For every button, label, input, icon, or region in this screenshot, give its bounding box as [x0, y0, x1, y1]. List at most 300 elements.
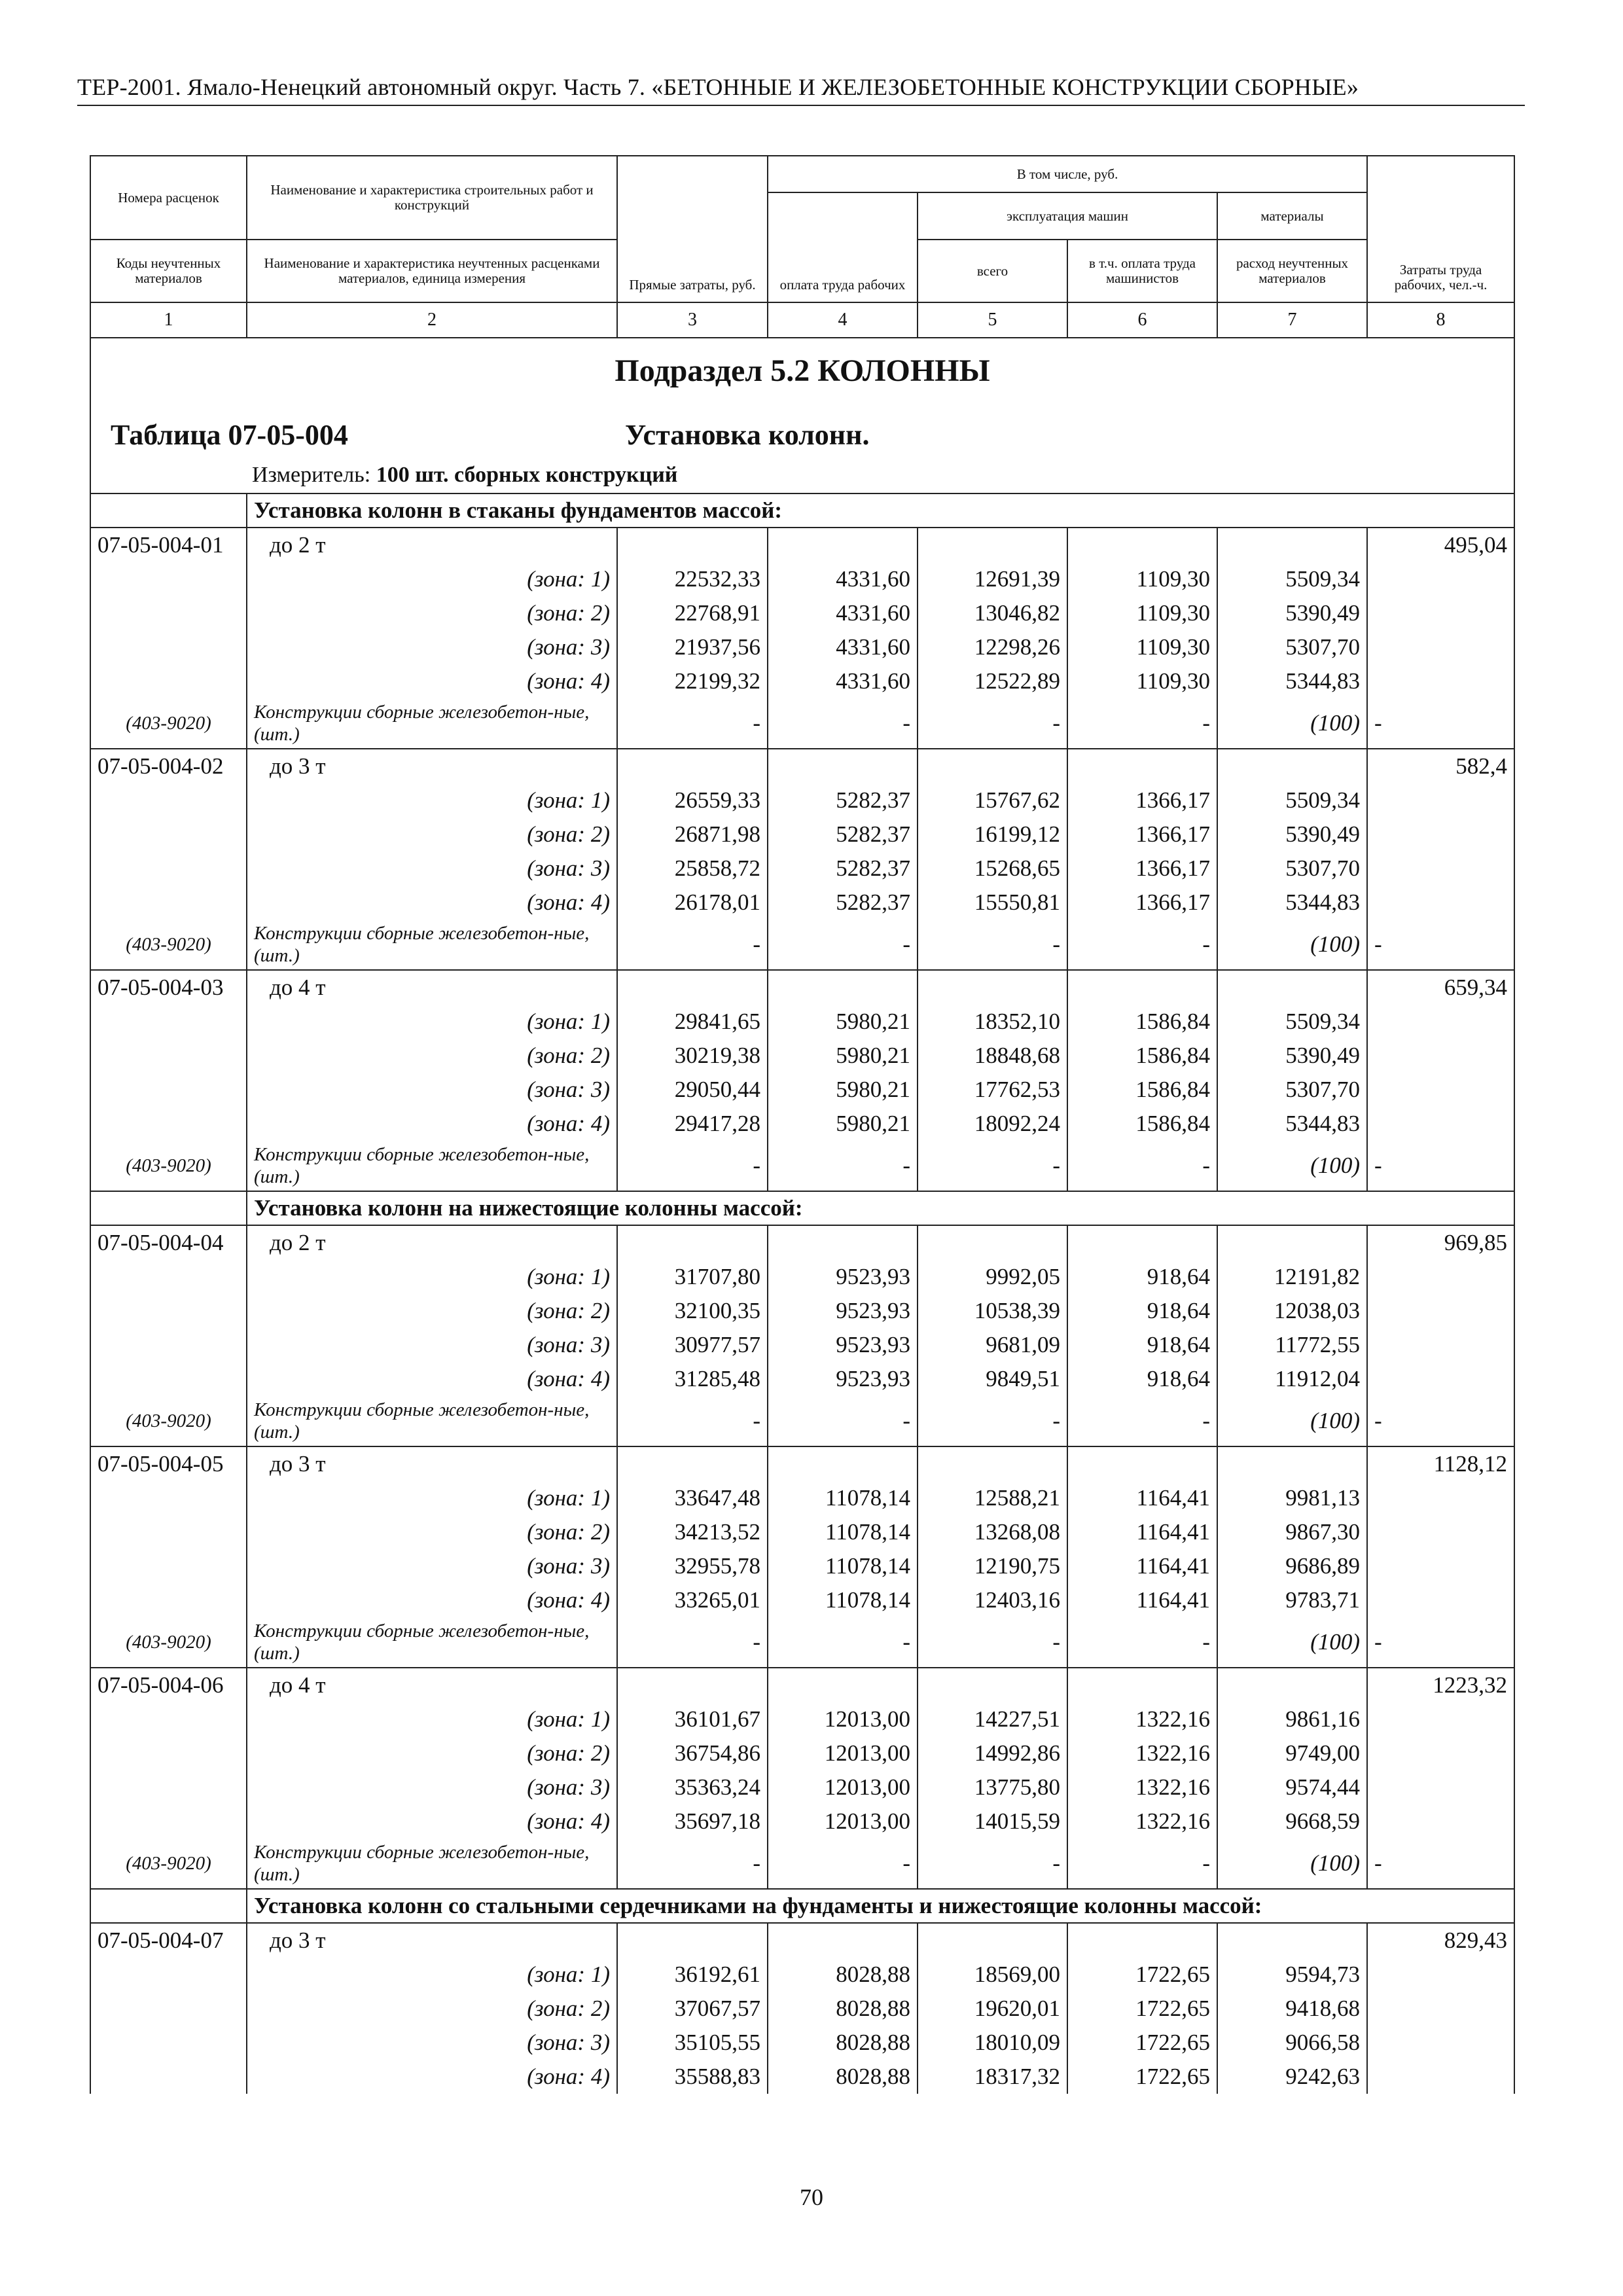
material-dash: - — [1052, 1408, 1060, 1433]
rate-cell-col1 — [90, 1225, 247, 1446]
blank-line — [775, 1226, 910, 1260]
material-cost: 5344,83 — [1285, 668, 1361, 694]
machine-cost: 18317,32 — [974, 2064, 1060, 2089]
worker-wage: 11078,14 — [825, 1519, 910, 1545]
direct-cost: 26559,33 — [674, 787, 760, 813]
machine-cost: 16199,12 — [974, 821, 1060, 847]
operator-wage: 918,64 — [1147, 1298, 1210, 1323]
rate-cell-col4 — [768, 1923, 918, 2094]
operator-wage: 1586,84 — [1135, 1077, 1210, 1102]
material-dash: - — [1052, 1629, 1060, 1655]
direct-cost: 35363,24 — [674, 1774, 760, 1800]
worker-wage: 12013,00 — [824, 1774, 910, 1800]
material-dash: - — [1202, 1850, 1210, 1876]
zone-label: (зона: 1) — [527, 787, 610, 813]
direct-cost: 30219,38 — [674, 1043, 760, 1068]
machine-cost: 12691,39 — [974, 566, 1060, 592]
rate-name: до 4 т — [270, 975, 326, 1000]
rate-cell-col1 — [90, 970, 247, 1191]
rate-code: 07-05-004-03 — [98, 975, 224, 1000]
rate-cell-col2 — [247, 528, 617, 749]
material-code: (403-9020) — [126, 1410, 211, 1431]
header-col2-top: Наименование и характеристика строительных работ и конструкций — [247, 156, 617, 240]
blank-line — [1224, 528, 1360, 562]
worker-wage: 11078,14 — [825, 1553, 910, 1579]
blank-line — [775, 528, 910, 562]
direct-cost: 22199,32 — [674, 668, 760, 694]
machine-cost: 15550,81 — [974, 889, 1060, 915]
material-dash: - — [1202, 1153, 1210, 1178]
blank-line — [98, 2026, 240, 2060]
zone-label: (зона: 3) — [527, 1774, 610, 1800]
rate-cell-col6 — [1067, 749, 1217, 970]
operator-wage: 1722,65 — [1135, 1996, 1210, 2021]
blank-line — [98, 886, 240, 920]
material-dash: - — [753, 1408, 760, 1433]
operator-wage: 1366,17 — [1135, 889, 1210, 915]
table-code: Таблица 07-05-004 — [111, 419, 348, 451]
material-cost: 9783,71 — [1285, 1587, 1361, 1613]
rate-cell-col4 — [768, 970, 918, 1191]
operator-wage: 918,64 — [1147, 1366, 1210, 1391]
operator-wage: 1322,16 — [1135, 1774, 1210, 1800]
header-col3: Прямые затраты, руб. — [617, 156, 768, 302]
blank-line — [1374, 817, 1507, 852]
rate-cell-col7 — [1217, 749, 1367, 970]
operator-wage: 1586,84 — [1135, 1043, 1210, 1068]
blank-line — [1374, 1804, 1507, 1839]
blank-line — [98, 1260, 240, 1294]
direct-cost: 35588,83 — [674, 2064, 760, 2089]
operator-wage: 1722,65 — [1135, 2064, 1210, 2089]
rate-row — [90, 749, 1514, 970]
blank-line — [1374, 1515, 1507, 1549]
machine-cost: 17762,53 — [974, 1077, 1060, 1102]
column-number: 7 — [1217, 302, 1367, 338]
worker-wage: 12013,00 — [824, 1706, 910, 1732]
rate-cell-col2 — [247, 1446, 617, 1668]
header-col8: Затраты труда рабочих, чел.-ч. — [1367, 156, 1514, 302]
blank-line — [775, 1447, 910, 1481]
blank-line — [98, 1481, 240, 1515]
material-cost: 11912,04 — [1275, 1366, 1361, 1391]
worker-wage: 8028,88 — [836, 1962, 910, 1987]
machine-cost: 14227,51 — [974, 1706, 1060, 1732]
rate-code: 07-05-004-01 — [98, 532, 224, 558]
rate-code: 07-05-004-04 — [98, 1230, 224, 1255]
rate-cell-col5 — [918, 1446, 1067, 1668]
blank-line — [775, 749, 910, 783]
blank-line — [1374, 783, 1507, 817]
machine-cost: 12403,16 — [974, 1587, 1060, 1613]
direct-cost: 36192,61 — [674, 1962, 760, 1987]
zone-label: (зона: 1) — [527, 1485, 610, 1511]
machine-cost: 14992,86 — [974, 1740, 1060, 1766]
rate-cell-col3 — [617, 1225, 768, 1446]
material-cost: 9981,13 — [1285, 1485, 1361, 1511]
material-dash: - — [753, 1850, 760, 1876]
blank-line — [98, 817, 240, 852]
material-code: (403-9020) — [126, 1853, 211, 1874]
blank-line — [1374, 852, 1507, 886]
rate-cell-col1 — [90, 1668, 247, 1889]
rate-cell-col7 — [1217, 528, 1367, 749]
blank-line — [624, 1447, 760, 1481]
blank-line — [1224, 971, 1360, 1005]
material-name: Конструкции сборные железобетон-ные, (шт.) — [254, 1621, 590, 1664]
blank-line — [1374, 596, 1507, 630]
zone-label: (зона: 1) — [527, 1264, 610, 1289]
worker-wage: 5980,21 — [836, 1043, 910, 1068]
worker-wage: 5282,37 — [836, 855, 910, 881]
worker-wage: 9523,93 — [836, 1332, 910, 1357]
blank-line — [1374, 1005, 1507, 1039]
rate-cell-col3 — [617, 1446, 768, 1668]
material-cost: 5344,83 — [1285, 1111, 1361, 1136]
blank-line — [98, 1362, 240, 1396]
material-dash: - — [1374, 1408, 1382, 1433]
material-code: (403-9020) — [126, 1632, 211, 1653]
direct-cost: 31285,48 — [674, 1366, 760, 1391]
blank-line — [98, 1328, 240, 1362]
material-quantity: (100) — [1310, 1629, 1361, 1655]
operator-wage: 918,64 — [1147, 1264, 1210, 1289]
material-cost: 5307,70 — [1285, 1077, 1361, 1102]
direct-cost: 34213,52 — [674, 1519, 760, 1545]
section-title-block — [90, 338, 1514, 493]
rate-cell-col4 — [768, 1668, 918, 1889]
machine-cost: 13046,82 — [974, 600, 1060, 626]
worker-wage: 12013,00 — [824, 1808, 910, 1834]
subsection-title: Подраздел 5.2 КОЛОННЫ — [615, 353, 990, 388]
rate-cell-col8 — [1367, 749, 1514, 970]
blank-line — [925, 971, 1060, 1005]
blank-line — [1374, 1549, 1507, 1583]
zone-label: (зона: 1) — [527, 1706, 610, 1732]
blank-line — [98, 1770, 240, 1804]
worker-wage: 5980,21 — [836, 1009, 910, 1034]
material-dash: - — [902, 1850, 910, 1876]
material-name: Конструкции сборные железобетон-ные, (шт.) — [254, 1144, 590, 1187]
blank-line — [925, 749, 1060, 783]
table-body — [90, 493, 1514, 2094]
blank-line — [1075, 1447, 1210, 1481]
column-number: 4 — [768, 302, 918, 338]
rate-cell-col4 — [768, 528, 918, 749]
machine-cost: 12298,26 — [974, 634, 1060, 660]
direct-cost: 29841,65 — [674, 1009, 760, 1034]
material-cost: 5390,49 — [1285, 600, 1361, 626]
blank-line — [775, 1668, 910, 1702]
blank-line — [1374, 1260, 1507, 1294]
blank-line — [98, 1294, 240, 1328]
direct-cost: 33647,48 — [674, 1485, 760, 1511]
column-number: 3 — [617, 302, 768, 338]
operator-wage: 1109,30 — [1136, 600, 1210, 626]
material-quantity: (100) — [1310, 1850, 1361, 1876]
material-cost: 5344,83 — [1285, 889, 1361, 915]
machine-cost: 13775,80 — [974, 1774, 1060, 1800]
page-number: 70 — [800, 2184, 823, 2210]
machine-cost: 12522,89 — [974, 668, 1060, 694]
blank-line — [98, 562, 240, 596]
direct-cost: 22532,33 — [674, 566, 760, 592]
material-code: (403-9020) — [126, 934, 211, 955]
blank-line — [1374, 630, 1507, 664]
worker-wage: 5282,37 — [836, 787, 910, 813]
rate-cell-col3 — [617, 528, 768, 749]
rate-cell-col3 — [617, 970, 768, 1191]
zone-label: (зона: 4) — [527, 1808, 610, 1834]
group-row — [90, 1191, 1514, 1225]
material-cost: 12038,03 — [1274, 1298, 1361, 1323]
rate-cell-col3 — [617, 1923, 768, 2094]
blank-line — [98, 1549, 240, 1583]
worker-wage: 11078,14 — [825, 1485, 910, 1511]
blank-line — [98, 664, 240, 698]
operator-wage: 1322,16 — [1135, 1740, 1210, 1766]
direct-cost: 36754,86 — [674, 1740, 760, 1766]
material-cost: 9749,00 — [1285, 1740, 1361, 1766]
operator-wage: 1722,65 — [1135, 1962, 1210, 1987]
blank-line — [775, 971, 910, 1005]
rate-name: до 3 т — [270, 1451, 326, 1477]
material-dash: - — [1374, 931, 1382, 957]
rate-cell-col7 — [1217, 1446, 1367, 1668]
direct-cost: 25858,72 — [674, 855, 760, 881]
rate-cell-col8 — [1367, 1446, 1514, 1668]
blank-line — [624, 749, 760, 783]
blank-line — [624, 1924, 760, 1958]
material-cost: 5509,34 — [1285, 787, 1361, 813]
blank-line — [1374, 1583, 1507, 1617]
machine-cost: 9849,51 — [986, 1366, 1060, 1391]
worker-wage: 8028,88 — [836, 2030, 910, 2055]
rate-cell-col2 — [247, 749, 617, 970]
rate-cell-col6 — [1067, 1446, 1217, 1668]
material-code: (403-9020) — [126, 1155, 211, 1176]
direct-cost: 32100,35 — [674, 1298, 760, 1323]
direct-cost: 33265,01 — [674, 1587, 760, 1613]
group-row — [90, 1889, 1514, 1923]
blank-line — [1075, 1226, 1210, 1260]
direct-cost: 31707,80 — [674, 1264, 760, 1289]
table-header — [90, 156, 1514, 493]
zone-label: (зона: 3) — [527, 2030, 610, 2055]
machine-cost: 18092,24 — [974, 1111, 1060, 1136]
blank-line — [1075, 749, 1210, 783]
operator-wage: 1109,30 — [1136, 634, 1210, 660]
blank-line — [1374, 1770, 1507, 1804]
blank-line — [1224, 749, 1360, 783]
material-cost: 9594,73 — [1285, 1962, 1361, 1987]
blank-line — [1374, 1039, 1507, 1073]
column-number: 6 — [1067, 302, 1217, 338]
blank-line — [98, 1039, 240, 1073]
material-cost: 5307,70 — [1285, 634, 1361, 660]
table-name: Установка колонн. — [625, 419, 870, 451]
material-cost: 9418,68 — [1285, 1996, 1361, 2021]
material-dash: - — [1052, 710, 1060, 736]
direct-cost: 26178,01 — [674, 889, 760, 915]
running-header: ТЕР-2001. Ямало-Ненецкий автономный округ. Часть 7. «БЕТОННЫЕ И ЖЕЛЕЗОБЕТОННЫЕ КОНСТРУКЦИИ СБОРНЫЕ» — [77, 74, 1359, 100]
worker-wage: 5980,21 — [836, 1111, 910, 1136]
blank-line — [98, 1804, 240, 1839]
rate-cell-col6 — [1067, 1923, 1217, 2094]
blank-line — [1224, 1447, 1360, 1481]
blank-line — [98, 1005, 240, 1039]
blank-line — [1374, 1481, 1507, 1515]
material-dash: - — [1374, 1850, 1382, 1876]
material-cost: 9242,63 — [1285, 2064, 1361, 2089]
rate-cell-col7 — [1217, 970, 1367, 1191]
material-quantity: (100) — [1310, 931, 1361, 957]
rate-cell-col1 — [90, 1923, 247, 2094]
material-dash: - — [1374, 1153, 1382, 1178]
material-cost: 11772,55 — [1275, 1332, 1361, 1357]
blank-line — [1374, 1958, 1507, 1992]
blank-line — [624, 971, 760, 1005]
zone-label: (зона: 4) — [527, 889, 610, 915]
operator-wage: 1164,41 — [1136, 1485, 1210, 1511]
rate-name: до 2 т — [270, 1230, 326, 1255]
machine-cost: 13268,08 — [974, 1519, 1060, 1545]
blank-line — [98, 1073, 240, 1107]
rates-table — [90, 155, 1515, 2094]
rate-cell-col7 — [1217, 1225, 1367, 1446]
machine-cost: 18848,68 — [974, 1043, 1060, 1068]
rate-cell-col6 — [1067, 1225, 1217, 1446]
operator-wage: 1164,41 — [1136, 1587, 1210, 1613]
material-cost: 5509,34 — [1285, 566, 1361, 592]
machine-cost: 9992,05 — [986, 1264, 1060, 1289]
blank-line — [1374, 1362, 1507, 1396]
rate-cell-col7 — [1217, 1923, 1367, 2094]
zone-label: (зона: 4) — [527, 1587, 610, 1613]
header-machines: эксплуатация машин — [918, 192, 1217, 240]
material-cost: 9686,89 — [1285, 1553, 1361, 1579]
measure-label: Измеритель: — [252, 463, 371, 487]
blank-line — [98, 1992, 240, 2026]
rate-cell-col6 — [1067, 970, 1217, 1191]
blank-line — [1075, 1668, 1210, 1702]
rate-cell-col5 — [918, 528, 1067, 749]
labor-cost: 969,85 — [1444, 1230, 1508, 1255]
labor-cost: 659,34 — [1444, 975, 1508, 1000]
rate-cell-col4 — [768, 1446, 918, 1668]
worker-wage: 8028,88 — [836, 1996, 910, 2021]
blank-line — [98, 596, 240, 630]
material-cost: 9066,58 — [1285, 2030, 1361, 2055]
blank-line — [1374, 2060, 1507, 2094]
blank-line — [1224, 1924, 1360, 1958]
rate-cell-col5 — [918, 1923, 1067, 2094]
direct-cost: 37067,57 — [674, 1996, 760, 2021]
material-cost: 9668,59 — [1285, 1808, 1361, 1834]
rate-code: 07-05-004-06 — [98, 1672, 224, 1698]
blank-line — [925, 1226, 1060, 1260]
zone-label: (зона: 2) — [527, 821, 610, 847]
header-col5: всего — [918, 240, 1067, 302]
material-dash: - — [753, 710, 760, 736]
worker-wage: 5282,37 — [836, 821, 910, 847]
labor-cost: 495,04 — [1444, 532, 1508, 558]
header-col7: расход неучтенных материалов — [1217, 240, 1367, 302]
rate-cell-col5 — [918, 749, 1067, 970]
machine-cost: 14015,59 — [974, 1808, 1060, 1834]
operator-wage: 1366,17 — [1135, 787, 1210, 813]
blank-line — [98, 1515, 240, 1549]
rate-row — [90, 1668, 1514, 1889]
worker-wage: 5980,21 — [836, 1077, 910, 1102]
blank-line — [1374, 1294, 1507, 1328]
blank-line — [624, 1226, 760, 1260]
column-number: 2 — [247, 302, 617, 338]
direct-cost: 35697,18 — [674, 1808, 760, 1834]
operator-wage: 1722,65 — [1135, 2030, 1210, 2055]
rate-row — [90, 1225, 1514, 1446]
material-quantity: (100) — [1310, 710, 1361, 736]
header-rule — [77, 105, 1525, 106]
labor-cost: 829,43 — [1444, 1928, 1508, 1953]
material-dash: - — [753, 1153, 760, 1178]
rate-cell-col2 — [247, 1225, 617, 1446]
material-dash: - — [753, 931, 760, 957]
zone-label: (зона: 2) — [527, 1298, 610, 1323]
blank-line — [98, 1107, 240, 1141]
worker-wage: 4331,60 — [836, 634, 910, 660]
header-col4: оплата труда рабочих — [768, 192, 918, 302]
operator-wage: 1366,17 — [1135, 821, 1210, 847]
material-dash: - — [1202, 931, 1210, 957]
blank-line — [1374, 886, 1507, 920]
column-number: 5 — [918, 302, 1067, 338]
rates-table-wrapper — [90, 155, 1514, 2094]
blank-line — [1374, 1107, 1507, 1141]
rate-row — [90, 1923, 1514, 2094]
machine-cost: 9681,09 — [986, 1332, 1060, 1357]
blank-line — [925, 1924, 1060, 1958]
machine-cost: 18352,10 — [974, 1009, 1060, 1034]
worker-wage: 9523,93 — [836, 1366, 910, 1391]
operator-wage: 1322,16 — [1135, 1706, 1210, 1732]
zone-label: (зона: 4) — [527, 668, 610, 694]
direct-cost: 21937,56 — [674, 634, 760, 660]
group-row-spacer — [90, 1191, 247, 1225]
rate-name: до 3 т — [270, 753, 326, 779]
zone-label: (зона: 2) — [527, 600, 610, 626]
blank-line — [1374, 562, 1507, 596]
rate-cell-col4 — [768, 749, 918, 970]
blank-line — [98, 852, 240, 886]
machine-cost: 18010,09 — [974, 2030, 1060, 2055]
header-col2-bottom: Наименование и характеристика неучтенных расценками материалов, единица измерения — [247, 240, 617, 302]
rate-cell-col1 — [90, 528, 247, 749]
rate-cell-col8 — [1367, 970, 1514, 1191]
material-code: (403-9020) — [126, 713, 211, 734]
material-dash: - — [1202, 1408, 1210, 1433]
measure-value: 100 шт. сборных конструкций — [376, 463, 678, 487]
material-dash: - — [1052, 931, 1060, 957]
rate-row — [90, 528, 1514, 749]
blank-line — [925, 528, 1060, 562]
material-dash: - — [1202, 1629, 1210, 1655]
material-cost: 9861,16 — [1285, 1706, 1361, 1732]
blank-line — [1075, 528, 1210, 562]
blank-line — [1075, 1924, 1210, 1958]
direct-cost: 35105,55 — [674, 2030, 760, 2055]
operator-wage: 1586,84 — [1135, 1009, 1210, 1034]
